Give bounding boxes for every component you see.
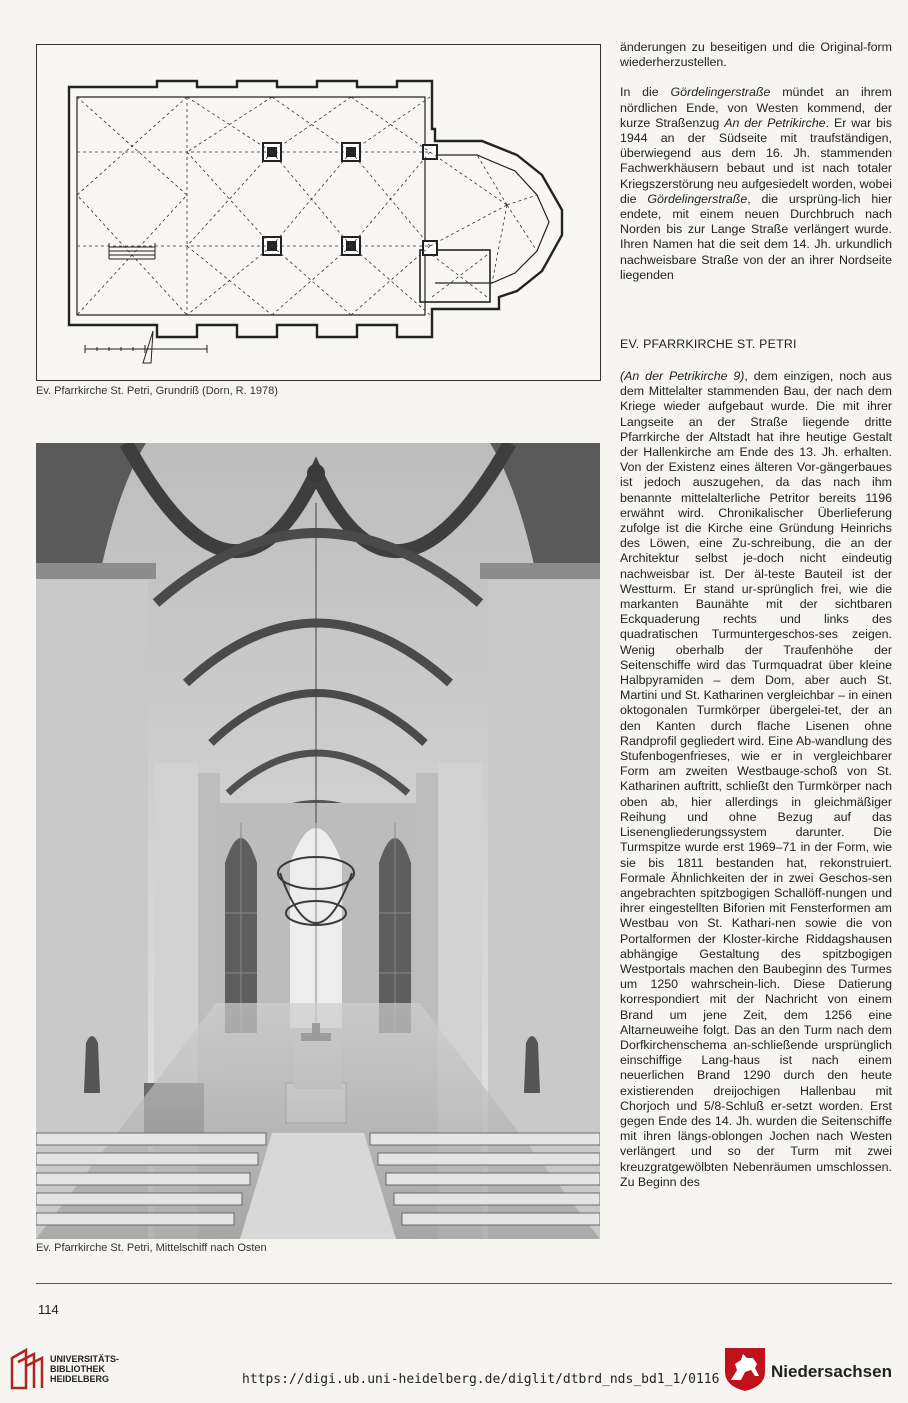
page-number: 114 bbox=[38, 1302, 59, 1317]
address-note: (An der Petrikirche 9) bbox=[620, 369, 745, 383]
paragraph-2-text-a: In die bbox=[620, 85, 671, 100]
main-paragraph bbox=[620, 369, 892, 1190]
church-nave-photo bbox=[36, 443, 600, 1239]
nave-illustration bbox=[36, 443, 600, 1239]
floor-plan-drawing bbox=[37, 45, 600, 380]
university-library-name: UNIVERSITÄTS- BIBLIOTHEK HEIDELBERG bbox=[50, 1354, 120, 1384]
nave-photo-caption: Ev. Pfarrkirche St. Petri, Mittelschiff nach Osten bbox=[36, 1242, 267, 1254]
text-column-top bbox=[620, 40, 892, 283]
street-name-petrikirche: An der Petrikirche bbox=[724, 115, 826, 130]
paragraph-2 bbox=[620, 85, 892, 283]
text-column-main bbox=[620, 369, 892, 1190]
section-heading: EV. PFARRKIRCHE ST. PETRI bbox=[620, 337, 797, 351]
floor-plan-figure bbox=[36, 44, 601, 381]
lower-saxony-horse-icon bbox=[723, 1346, 767, 1392]
paragraph-2-text-b: mündet an ihrem nördlichen Ende, von Westen kommend, der kurze Straßenzug bbox=[620, 85, 892, 130]
state-name: Niedersachsen bbox=[771, 1362, 892, 1381]
street-name-goerdelinger-2: Gördelingerstraße bbox=[647, 191, 748, 206]
street-name-goerdelinger: Gördelingerstraße bbox=[670, 85, 771, 100]
floor-plan-caption: Ev. Pfarrkirche St. Petri, Grundriß (Dorn, R. 1978) bbox=[36, 385, 278, 397]
footer-rule bbox=[36, 1283, 892, 1284]
paragraph-1: änderungen zu beseitigen und die Original-form wiederherzustellen. bbox=[620, 40, 892, 70]
university-library-logo-icon bbox=[8, 1346, 46, 1392]
digitization-footer bbox=[0, 1338, 908, 1403]
source-url-link[interactable]: https://digi.ub.uni-heidelberg.de/diglit/dtbrd_nds_bd1_1/0116 bbox=[242, 1372, 720, 1387]
paragraph-2-text-c: . Er war bis 1944 an der Südseite mit traufständigen, überwiegend aus dem 16. Jh. stammenden Fachwerkhäusern bebaut und ist nach totaler Kriegszerstörung neu aufgesiedelt worden, wobei die bbox=[620, 115, 892, 206]
paragraph-2-text-d: , die ursprüng-lich hier endete, mit einem neuen Durchbruch nach Norden bis zur Lange Straße verlängert wurde. Ihren Namen hat die seit dem 14. Jh. urkundlich nachweisbare Straße von der an ihrer Nordseite liegenden bbox=[620, 191, 892, 282]
main-paragraph-text: , dem einzigen, noch aus dem Mittelalter stammenden Bau, der nach dem Kriege wieder aufgebaut wurde. Die mit ihrer Langseite an der Straße liegende dritte Pfarrkirche der Altstadt hat ihre heutige Gestalt der Hallenkirche am Ende des 13. Jh. erhalten. Von der Existenz eines älteren Vor-gängerbaues ist jedoch auszugehen, da das nach ihm benannte mittelalterliche Petritor bereits 1196 erwähnt wird. Chronikalischer Überlieferung zufolge ist die Kirche eine Gründung Heinrichs des Löwen, eine Zu-schreibung, die an der Architektur selbst je-doch nicht eindeutig nachweisbar ist. Der äl-teste Bauteil ist der Westturm. Er stand ur-sprünglich frei, wie die markanten Baunähte mit der sichtbaren Eckquaderung rechts und links des quadratischen Turmuntergeschos-ses zeigen. Wenig oberhalb der Traufenhöhe der Seitenschiffe wird das Turmquadrat über kleine Halbpyramiden – dem Dom, aber auch St. Martini und St. Katharinen vergleichbar – in einen oktogonalen Turmkörper übergelei-tet, der an den Kanten durch flache Lisenen ohne Randprofil gegliedert wird. Eine Ab-wandlung des Stufenbogenfrieses, wie er in vergleichbarer Form am zweiten Westbauge-schoß von St. Katharinen auftritt, schließt den Turmkörper nach oben ab, hier allerdings in gleichmäßiger Reihung und ohne Bezug auf das Lisenengliederungssystem darunter. Die Turmspitze wurde erst 1969–71 in der Form, wie sie bis 1811 bestanden hat, rekonstruiert. Formale Ähnlichkeiten der in zwei Geschos-sen angebrachten spitzbogigen Schallöff-nungen und ihrer eingestellten Biforien mit Fensterformen am Westbau von St. Kathari-nen sowie die von Portalformen der Kloster-kirche Riddagshausen abhängige Gestaltung des spitzbogigen Westportals machen den Baubeginn des Turmes um 1250 wahrschein-lich. Diese Datierung korrespondiert mit der Nachricht von einem Brand um jene Zeit, dem 1256 eine Altarneuweihe folgt. Das an den Turm nach dem Dorfkirchenschema an-schließende ursprünglich einschiffige Lang-haus ist nach einem neuerlichen Brand 1290 durch den heute existierenden dreijochigen Hallenbau mit Chorjoch und 5/8-Schluß er-setzt worden. Erst gegen Ende des 14. Jh. wurden die Seitenschiffe mit ihren längs-oblongen Jochen nach Westen verlängert und so der Turm mit zwei kreuzgratgewölbten Nebenräumen umschlossen. Zu Beginn des bbox=[620, 369, 892, 1189]
